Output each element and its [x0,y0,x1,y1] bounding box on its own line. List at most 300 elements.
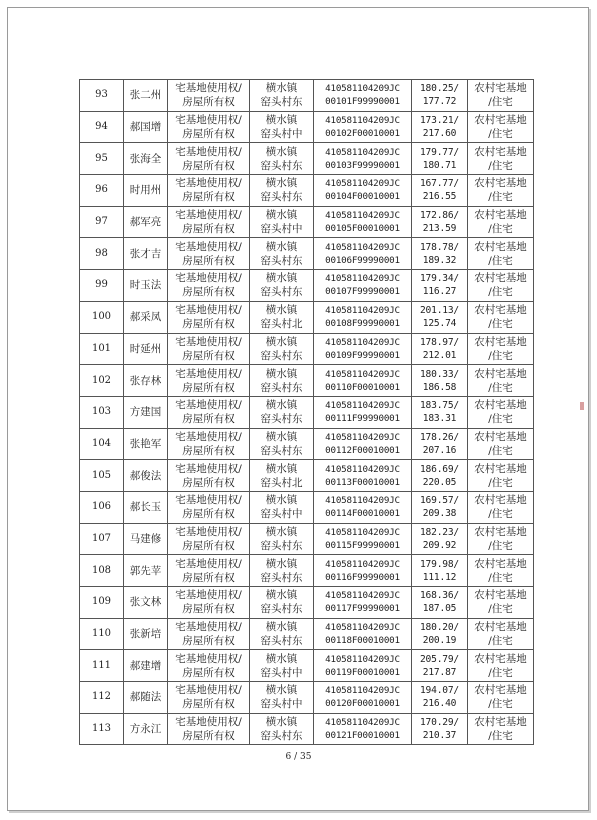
owner-name-cell: 时玉法 [124,270,168,302]
right-type-line: 宅基地使用权/ [175,304,242,317]
parcel-code-line: 00116F99990001 [325,571,400,583]
parcel-code-line: 410581104209JC [325,495,400,507]
area-line: 179.98/ [419,558,460,570]
location-cell [250,650,314,682]
table-row [80,175,534,207]
land-use-line: 农村宅基地 [474,82,527,95]
serial-number-cell: 107 [80,523,124,555]
parcel-code-line: 410581104209JC [325,241,400,253]
land-use-line: /住宅 [488,318,513,331]
land-use-line: 农村宅基地 [474,494,527,507]
location-line: 横水镇 [265,684,298,697]
table-row [80,206,534,238]
right-type-cell [168,428,250,460]
table-row [80,587,534,619]
area-line: 217.60 [422,128,457,140]
parcel-code-line: 410581104209JC [325,653,400,665]
location-line: 窑头村东 [260,191,303,204]
location-line: 窑头村东 [260,635,303,648]
serial-number-cell: 99 [80,270,124,302]
serial-number-cell: 102 [80,365,124,397]
location-line: 窑头村东 [260,444,303,457]
right-type-line: 房屋所有权 [182,571,235,584]
land-use-line: 农村宅基地 [474,462,527,475]
land-use-cell [468,650,534,682]
area-line: 180.71 [422,159,457,171]
right-type-line: 房屋所有权 [182,349,235,362]
land-use-line: 农村宅基地 [474,367,527,380]
right-type-line: 房屋所有权 [182,603,235,616]
table-row [80,555,534,587]
parcel-code-line: 00115F99990001 [325,539,400,551]
location-cell [250,301,314,333]
location-cell [250,175,314,207]
land-use-line: 农村宅基地 [474,525,527,538]
area-line: 194.07/ [419,685,460,697]
location-cell [250,428,314,460]
area-cell [412,428,468,460]
owner-name-cell: 张存林 [124,365,168,397]
area-line: 173.21/ [419,115,460,127]
land-use-line: 农村宅基地 [474,177,527,190]
location-line: 窑头村东 [260,603,303,616]
area-line: 207.16 [422,444,457,456]
right-type-line: 房屋所有权 [182,635,235,648]
right-type-line: 宅基地使用权/ [175,494,242,507]
area-line: 205.79/ [419,653,460,665]
serial-number-cell: 95 [80,143,124,175]
owner-name-cell: 郝国增 [124,111,168,143]
location-cell [250,555,314,587]
right-type-line: 房屋所有权 [182,539,235,552]
location-cell [250,270,314,302]
parcel-code-cell [314,270,412,302]
owner-name-cell: 张海全 [124,143,168,175]
right-type-line: 房屋所有权 [182,698,235,711]
location-line: 窑头村东 [260,539,303,552]
location-line: 窑头村北 [260,318,303,331]
area-cell [412,523,468,555]
location-line: 窑头村东 [260,413,303,426]
location-line: 窑头村东 [260,349,303,362]
serial-number-cell: 106 [80,491,124,523]
parcel-code-line: 00103F99990001 [325,159,400,171]
area-line: 116.27 [422,286,457,298]
land-use-cell [468,175,534,207]
parcel-code-line: 00117F99990001 [325,603,400,615]
right-type-line: 宅基地使用权/ [175,272,242,285]
parcel-code-line: 00105F00010001 [325,223,400,235]
land-use-line: /住宅 [488,603,513,616]
parcel-code-line: 00118F00010001 [325,635,400,647]
parcel-code-line: 410581104209JC [325,717,400,729]
serial-number-cell: 104 [80,428,124,460]
area-line: 212.01 [422,349,457,361]
location-line: 横水镇 [265,177,298,190]
area-cell [412,682,468,714]
table-row [80,333,534,365]
serial-number-cell: 98 [80,238,124,270]
red-mark [580,402,584,410]
area-line: 186.69/ [419,463,460,475]
right-type-line: 宅基地使用权/ [175,462,242,475]
area-line: 220.05 [422,476,457,488]
location-cell [250,143,314,175]
area-cell [412,713,468,745]
location-line: 窑头村东 [260,571,303,584]
right-type-line: 宅基地使用权/ [175,716,242,729]
land-use-line: /住宅 [488,349,513,362]
right-type-line: 宅基地使用权/ [175,82,242,95]
location-line: 横水镇 [265,240,298,253]
table-row [80,301,534,333]
right-type-line: 宅基地使用权/ [175,145,242,158]
area-line: 201.13/ [419,305,460,317]
area-line: 180.33/ [419,368,460,380]
location-line: 窑头村北 [260,476,303,489]
right-type-line: 房屋所有权 [182,508,235,521]
table-row [80,523,534,555]
parcel-code-line: 410581104209JC [325,83,400,95]
right-type-cell [168,143,250,175]
location-line: 横水镇 [265,621,298,634]
location-line: 窑头村中 [260,698,303,711]
land-use-line: 农村宅基地 [474,240,527,253]
parcel-code-line: 00114F00010001 [325,508,400,520]
right-type-line: 房屋所有权 [182,128,235,141]
land-use-line: /住宅 [488,730,513,743]
right-type-cell [168,460,250,492]
table-row [80,428,534,460]
parcel-code-line: 00104F00010001 [325,191,400,203]
land-use-cell [468,587,534,619]
land-use-line: 农村宅基地 [474,621,527,634]
area-line: 177.72 [422,96,457,108]
area-cell [412,555,468,587]
area-line: 213.59 [422,223,457,235]
right-type-cell [168,523,250,555]
land-use-cell [468,301,534,333]
serial-number-cell: 97 [80,206,124,238]
table-row [80,396,534,428]
right-type-line: 房屋所有权 [182,413,235,426]
parcel-code-line: 410581104209JC [325,590,400,602]
parcel-code-line: 410581104209JC [325,685,400,697]
right-type-cell [168,491,250,523]
table-row [80,80,534,112]
area-cell [412,333,468,365]
right-type-cell [168,80,250,112]
land-use-line: /住宅 [488,508,513,521]
parcel-code-cell [314,333,412,365]
parcel-code-line: 410581104209JC [325,368,400,380]
land-use-cell [468,80,534,112]
land-use-line: 农村宅基地 [474,209,527,222]
right-type-cell [168,206,250,238]
owner-name-cell: 郝俊法 [124,460,168,492]
table-row [80,365,534,397]
land-use-line: /住宅 [488,286,513,299]
land-use-cell [468,206,534,238]
right-type-line: 宅基地使用权/ [175,525,242,538]
area-cell [412,460,468,492]
parcel-code-cell [314,80,412,112]
land-use-cell [468,618,534,650]
right-type-line: 房屋所有权 [182,666,235,679]
area-line: 216.40 [422,698,457,710]
location-line: 窑头村东 [260,159,303,172]
land-use-line: 农村宅基地 [474,114,527,127]
area-line: 111.12 [422,571,457,583]
table-row [80,238,534,270]
location-line: 横水镇 [265,716,298,729]
location-line: 窑头村东 [260,254,303,267]
owner-name-cell: 张才吉 [124,238,168,270]
serial-number-cell: 94 [80,111,124,143]
serial-number-cell: 100 [80,301,124,333]
owner-name-cell: 郝随法 [124,682,168,714]
parcel-code-line: 00121F00010001 [325,730,400,742]
location-line: 横水镇 [265,494,298,507]
land-use-line: 农村宅基地 [474,684,527,697]
parcel-code-line: 00109F99990001 [325,349,400,361]
location-cell [250,460,314,492]
area-line: 167.77/ [419,178,460,190]
land-use-cell [468,238,534,270]
table-row [80,713,534,745]
parcel-code-cell [314,491,412,523]
area-cell [412,206,468,238]
land-use-line: /住宅 [488,128,513,141]
right-type-cell [168,301,250,333]
right-type-line: 宅基地使用权/ [175,177,242,190]
area-line: 178.97/ [419,336,460,348]
area-line: 168.36/ [419,590,460,602]
owner-name-cell: 郭先苹 [124,555,168,587]
table-row [80,618,534,650]
land-use-line: /住宅 [488,698,513,711]
right-type-line: 宅基地使用权/ [175,399,242,412]
area-line: 217.87 [422,666,457,678]
area-cell [412,301,468,333]
area-line: 186.58 [422,381,457,393]
owner-name-cell: 郝长玉 [124,491,168,523]
right-type-line: 宅基地使用权/ [175,240,242,253]
location-cell [250,396,314,428]
area-line: 210.37 [422,730,457,742]
land-use-cell [468,111,534,143]
location-cell [250,523,314,555]
parcel-code-line: 410581104209JC [325,178,400,190]
land-use-line: /住宅 [488,254,513,267]
location-line: 窑头村中 [260,223,303,236]
land-use-line: 农村宅基地 [474,145,527,158]
land-use-line: 农村宅基地 [474,399,527,412]
area-line: 180.25/ [419,83,460,95]
right-type-cell [168,555,250,587]
area-line: 200.19 [422,635,457,647]
right-type-line: 宅基地使用权/ [175,430,242,443]
area-cell [412,270,468,302]
area-line: 169.57/ [419,495,460,507]
parcel-code-line: 410581104209JC [325,431,400,443]
right-type-cell [168,270,250,302]
area-cell [412,618,468,650]
parcel-code-line: 00107F99990001 [325,286,400,298]
area-cell [412,365,468,397]
area-line: 179.77/ [419,146,460,158]
right-type-cell [168,238,250,270]
owner-name-cell: 张艳军 [124,428,168,460]
area-line: 183.75/ [419,400,460,412]
parcel-code-line: 00110F00010001 [325,381,400,393]
parcel-code-cell [314,682,412,714]
right-type-cell [168,365,250,397]
parcel-code-cell [314,428,412,460]
right-type-line: 房屋所有权 [182,476,235,489]
parcel-code-cell [314,301,412,333]
right-type-cell [168,587,250,619]
right-type-line: 房屋所有权 [182,159,235,172]
land-use-cell [468,365,534,397]
location-cell [250,206,314,238]
land-use-line: /住宅 [488,666,513,679]
owner-name-cell: 张新培 [124,618,168,650]
location-cell [250,365,314,397]
parcel-code-line: 00102F00010001 [325,128,400,140]
land-use-line: 农村宅基地 [474,716,527,729]
parcel-code-cell [314,618,412,650]
parcel-code-cell [314,238,412,270]
parcel-code-line: 00106F99990001 [325,254,400,266]
location-line: 横水镇 [265,82,298,95]
land-use-cell [468,143,534,175]
area-line: 216.55 [422,191,457,203]
right-type-line: 宅基地使用权/ [175,652,242,665]
right-type-line: 宅基地使用权/ [175,114,242,127]
parcel-code-line: 00111F99990001 [325,413,400,425]
table-body [80,80,534,745]
location-line: 横水镇 [265,272,298,285]
owner-name-cell: 方建国 [124,396,168,428]
land-use-line: /住宅 [488,191,513,204]
land-use-line: 农村宅基地 [474,335,527,348]
right-type-line: 宅基地使用权/ [175,209,242,222]
right-type-line: 房屋所有权 [182,254,235,267]
parcel-code-line: 410581104209JC [325,463,400,475]
right-type-line: 房屋所有权 [182,318,235,331]
right-type-line: 房屋所有权 [182,444,235,457]
location-cell [250,618,314,650]
land-use-cell [468,460,534,492]
right-type-line: 宅基地使用权/ [175,557,242,570]
location-line: 窑头村中 [260,128,303,141]
land-use-line: /住宅 [488,413,513,426]
location-line: 横水镇 [265,557,298,570]
owner-name-cell: 时用州 [124,175,168,207]
parcel-code-cell [314,523,412,555]
area-line: 209.92 [422,539,457,551]
right-type-cell [168,682,250,714]
location-line: 窑头村中 [260,508,303,521]
land-use-cell [468,555,534,587]
area-line: 179.34/ [419,273,460,285]
location-cell [250,587,314,619]
parcel-code-cell [314,587,412,619]
right-type-line: 房屋所有权 [182,191,235,204]
area-line: 182.23/ [419,526,460,538]
land-use-line: /住宅 [488,476,513,489]
parcel-code-line: 00119F00010001 [325,666,400,678]
owner-name-cell: 马建修 [124,523,168,555]
land-use-line: /住宅 [488,381,513,394]
area-cell [412,80,468,112]
land-use-line: 农村宅基地 [474,557,527,570]
land-use-cell [468,682,534,714]
right-type-line: 房屋所有权 [182,223,235,236]
land-use-cell [468,396,534,428]
serial-number-cell: 108 [80,555,124,587]
land-use-line: /住宅 [488,635,513,648]
location-line: 横水镇 [265,462,298,475]
land-use-line: /住宅 [488,96,513,109]
location-line: 横水镇 [265,209,298,222]
table-row [80,111,534,143]
location-cell [250,682,314,714]
parcel-code-line: 00113F00010001 [325,476,400,488]
right-type-cell [168,396,250,428]
land-use-line: 农村宅基地 [474,272,527,285]
parcel-code-cell [314,206,412,238]
land-use-line: /住宅 [488,539,513,552]
parcel-code-cell [314,143,412,175]
location-cell [250,111,314,143]
location-line: 横水镇 [265,399,298,412]
area-line: 189.32 [422,254,457,266]
area-cell [412,111,468,143]
serial-number-cell: 96 [80,175,124,207]
table-row [80,682,534,714]
right-type-cell [168,111,250,143]
location-line: 横水镇 [265,335,298,348]
area-line: 125.74 [422,318,457,330]
land-use-line: 农村宅基地 [474,652,527,665]
serial-number-cell: 112 [80,682,124,714]
area-cell [412,491,468,523]
right-type-cell [168,333,250,365]
area-line: 178.26/ [419,431,460,443]
area-line: 172.86/ [419,210,460,222]
area-cell [412,175,468,207]
serial-number-cell: 113 [80,713,124,745]
owner-name-cell: 时延州 [124,333,168,365]
area-cell [412,650,468,682]
owner-name-cell: 张文林 [124,587,168,619]
land-use-cell [468,333,534,365]
location-line: 横水镇 [265,525,298,538]
parcel-code-line: 410581104209JC [325,146,400,158]
parcel-code-cell [314,175,412,207]
parcel-code-line: 410581104209JC [325,210,400,222]
serial-number-cell: 93 [80,80,124,112]
location-line: 横水镇 [265,652,298,665]
area-line: 187.05 [422,603,457,615]
right-type-line: 宅基地使用权/ [175,335,242,348]
right-type-line: 宅基地使用权/ [175,684,242,697]
area-cell [412,238,468,270]
parcel-code-line: 410581104209JC [325,115,400,127]
location-line: 横水镇 [265,114,298,127]
